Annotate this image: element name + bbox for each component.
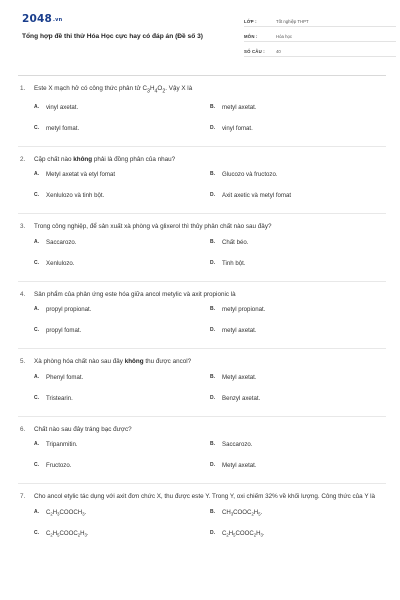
option-letter: D.: [210, 327, 215, 334]
option-text: Metyl axetat và etyl fomat: [46, 171, 116, 179]
answer-option-c[interactable]: [34, 395, 206, 416]
question-1: [18, 76, 386, 147]
option-text: Metyl axetat.: [222, 462, 257, 470]
question-stem: [18, 155, 386, 165]
question-stem: [18, 84, 386, 97]
answer-option-d[interactable]: [210, 395, 382, 416]
question-text: Cho ancol etylic tác dụng với axit đơn chức X, thu được este Y. Trong Y, oxi chiếm 32% về khối lượng. Công thức của Y là: [34, 493, 376, 501]
question-text: Sản phẩm của phản ứng este hóa giữa ancol metylic và axit propionic là: [34, 290, 236, 298]
question-text: Xà phòng hóa chất nào sau đây không thu được ancol?: [34, 358, 192, 366]
meta-label: SỐ CÂU :: [244, 49, 265, 54]
page-title: Tổng hợp đề thi thử Hóa Học cực hay có đáp án (Đề số 3): [22, 33, 203, 40]
option-letter: A.: [34, 441, 39, 448]
option-text: Chất béo.: [222, 238, 249, 246]
option-letter: C.: [34, 529, 39, 536]
option-text: metyl axetat.: [222, 327, 257, 335]
meta-value: Tốt nghiệp THPT: [276, 19, 309, 24]
option-text: Tristearin.: [46, 394, 73, 402]
option-text: Glucozo và fructozo.: [222, 171, 278, 179]
question-text: Este X mạch hở có công thức phân tử $C_3H_4O_2$. Vậy X là: [34, 85, 193, 95]
answer-option-b[interactable]: [210, 239, 382, 260]
option-letter: A.: [34, 373, 39, 380]
option-letter: D.: [210, 529, 215, 536]
question-4: [18, 282, 386, 350]
meta-row-subject: [244, 29, 396, 42]
option-letter: A.: [34, 508, 39, 515]
question-number: 4.: [20, 290, 26, 298]
answer-options: [18, 239, 386, 281]
option-letter: C.: [34, 462, 39, 469]
question-number: 7.: [20, 493, 26, 501]
question-6: [18, 417, 386, 485]
option-text: propyl fomat.: [46, 327, 82, 335]
option-letter: A.: [34, 103, 39, 110]
answer-option-d[interactable]: [210, 125, 382, 146]
answer-option-b[interactable]: [210, 104, 382, 125]
question-list: [18, 76, 386, 551]
question-number: 6.: [20, 425, 26, 433]
option-letter: A.: [34, 306, 39, 313]
answer-option-a[interactable]: [34, 306, 206, 327]
meta-label: MÔN :: [244, 34, 258, 39]
answer-option-b[interactable]: [210, 306, 382, 327]
option-letter: B.: [210, 103, 215, 110]
answer-option-d[interactable]: [210, 260, 382, 281]
option-letter: C.: [34, 259, 39, 266]
option-text: metyl axetat.: [222, 103, 257, 111]
answer-options: [18, 509, 386, 551]
option-letter: B.: [210, 508, 215, 515]
option-letter: C.: [34, 192, 39, 199]
question-stem: [18, 357, 386, 367]
option-letter: A.: [34, 238, 39, 245]
answer-options: [18, 104, 386, 146]
question-2: [18, 147, 386, 215]
answer-option-d[interactable]: [210, 462, 382, 483]
answer-option-c[interactable]: [34, 192, 206, 213]
answer-option-c[interactable]: [34, 327, 206, 348]
option-text: $C_2H_3COOCH_3$.: [46, 508, 87, 517]
option-letter: C.: [34, 394, 39, 401]
option-text: Metyl axetat.: [222, 373, 257, 381]
answer-options: [18, 441, 386, 483]
logo-suffix: .vn: [53, 17, 63, 23]
question-stem: [18, 290, 386, 300]
answer-option-a[interactable]: [34, 441, 206, 462]
meta-row-count: [244, 44, 396, 57]
answer-option-c[interactable]: [34, 260, 206, 281]
question-stem: [18, 222, 386, 232]
answer-option-c[interactable]: [34, 125, 206, 146]
answer-option-b[interactable]: [210, 171, 382, 192]
site-logo[interactable]: [22, 13, 62, 25]
option-text: Tripanmitin.: [46, 441, 78, 449]
option-letter: B.: [210, 441, 215, 448]
answer-option-b[interactable]: [210, 441, 382, 462]
option-text: metyl propionat.: [222, 306, 266, 314]
option-text: vinyl fomat.: [222, 124, 253, 132]
option-text: Xenlulozo và tinh bột.: [46, 192, 105, 200]
option-letter: A.: [34, 171, 39, 178]
option-letter: D.: [210, 124, 215, 131]
option-letter: B.: [210, 373, 215, 380]
option-text: Phenyl fomat.: [46, 373, 84, 381]
meta-value: Hóa học: [276, 34, 293, 39]
answer-option-a[interactable]: [34, 104, 206, 125]
answer-option-c[interactable]: [34, 462, 206, 483]
answer-option-d[interactable]: [210, 530, 382, 551]
question-text: Chất nào sau đây tráng bạc được?: [34, 425, 132, 433]
option-text: Benzyl axetat.: [222, 394, 261, 402]
exam-meta: [244, 14, 396, 59]
option-text: Axit axetic và metyl fomat: [222, 192, 292, 200]
exam-header: [18, 0, 386, 76]
option-letter: C.: [34, 327, 39, 334]
answer-option-b[interactable]: [210, 374, 382, 395]
option-letter: B.: [210, 306, 215, 313]
answer-options: [18, 306, 386, 348]
answer-option-a[interactable]: [34, 509, 206, 530]
answer-option-b[interactable]: [210, 509, 382, 530]
question-number: 2.: [20, 155, 26, 163]
answer-option-a[interactable]: [34, 239, 206, 260]
answer-option-a[interactable]: [34, 171, 206, 192]
question-3: [18, 214, 386, 282]
option-text: vinyl axetat.: [46, 103, 79, 111]
option-text: metyl fomat.: [46, 124, 80, 132]
question-stem: [18, 425, 386, 435]
option-letter: D.: [210, 462, 215, 469]
option-letter: B.: [210, 171, 215, 178]
question-text: Trong công nghiệp, để sản xuất xà phòng và glixerol thì thủy phân chất nào sau đây?: [34, 223, 272, 231]
option-text: Saccarozo.: [46, 238, 77, 246]
option-text: $C_2H_5COOC_2H_3$.: [222, 529, 265, 538]
question-number: 5.: [20, 358, 26, 366]
question-text: Cặp chất nào không phải là đồng phân của nhau?: [34, 155, 176, 163]
option-text: Fructozo.: [46, 462, 72, 470]
answer-option-a[interactable]: [34, 374, 206, 395]
option-text: Xenlulozo.: [46, 259, 75, 267]
meta-label: LỚP :: [244, 19, 257, 24]
option-letter: D.: [210, 259, 215, 266]
answer-option-c[interactable]: [34, 530, 206, 551]
question-7: [18, 484, 386, 551]
question-number: 3.: [20, 223, 26, 231]
question-5: [18, 349, 386, 417]
option-letter: D.: [210, 192, 215, 199]
meta-row-class: [244, 14, 396, 27]
option-text: $CH_3COOC_2H_5$.: [222, 508, 263, 517]
answer-options: [18, 171, 386, 213]
option-letter: D.: [210, 394, 215, 401]
option-text: Saccarozo.: [222, 441, 253, 449]
logo-text: 2048: [22, 13, 53, 25]
meta-value: 40: [276, 49, 281, 54]
option-letter: B.: [210, 238, 215, 245]
answer-option-d[interactable]: [210, 192, 382, 213]
answer-options: [18, 374, 386, 416]
question-stem: [18, 492, 386, 502]
option-text: $C_2H_5COOC_2H_3$.: [46, 529, 89, 538]
question-number: 1.: [20, 85, 26, 92]
option-text: propyl propionat.: [46, 306, 92, 314]
option-text: Tinh bột.: [222, 259, 246, 267]
option-letter: C.: [34, 124, 39, 131]
answer-option-d[interactable]: [210, 327, 382, 348]
